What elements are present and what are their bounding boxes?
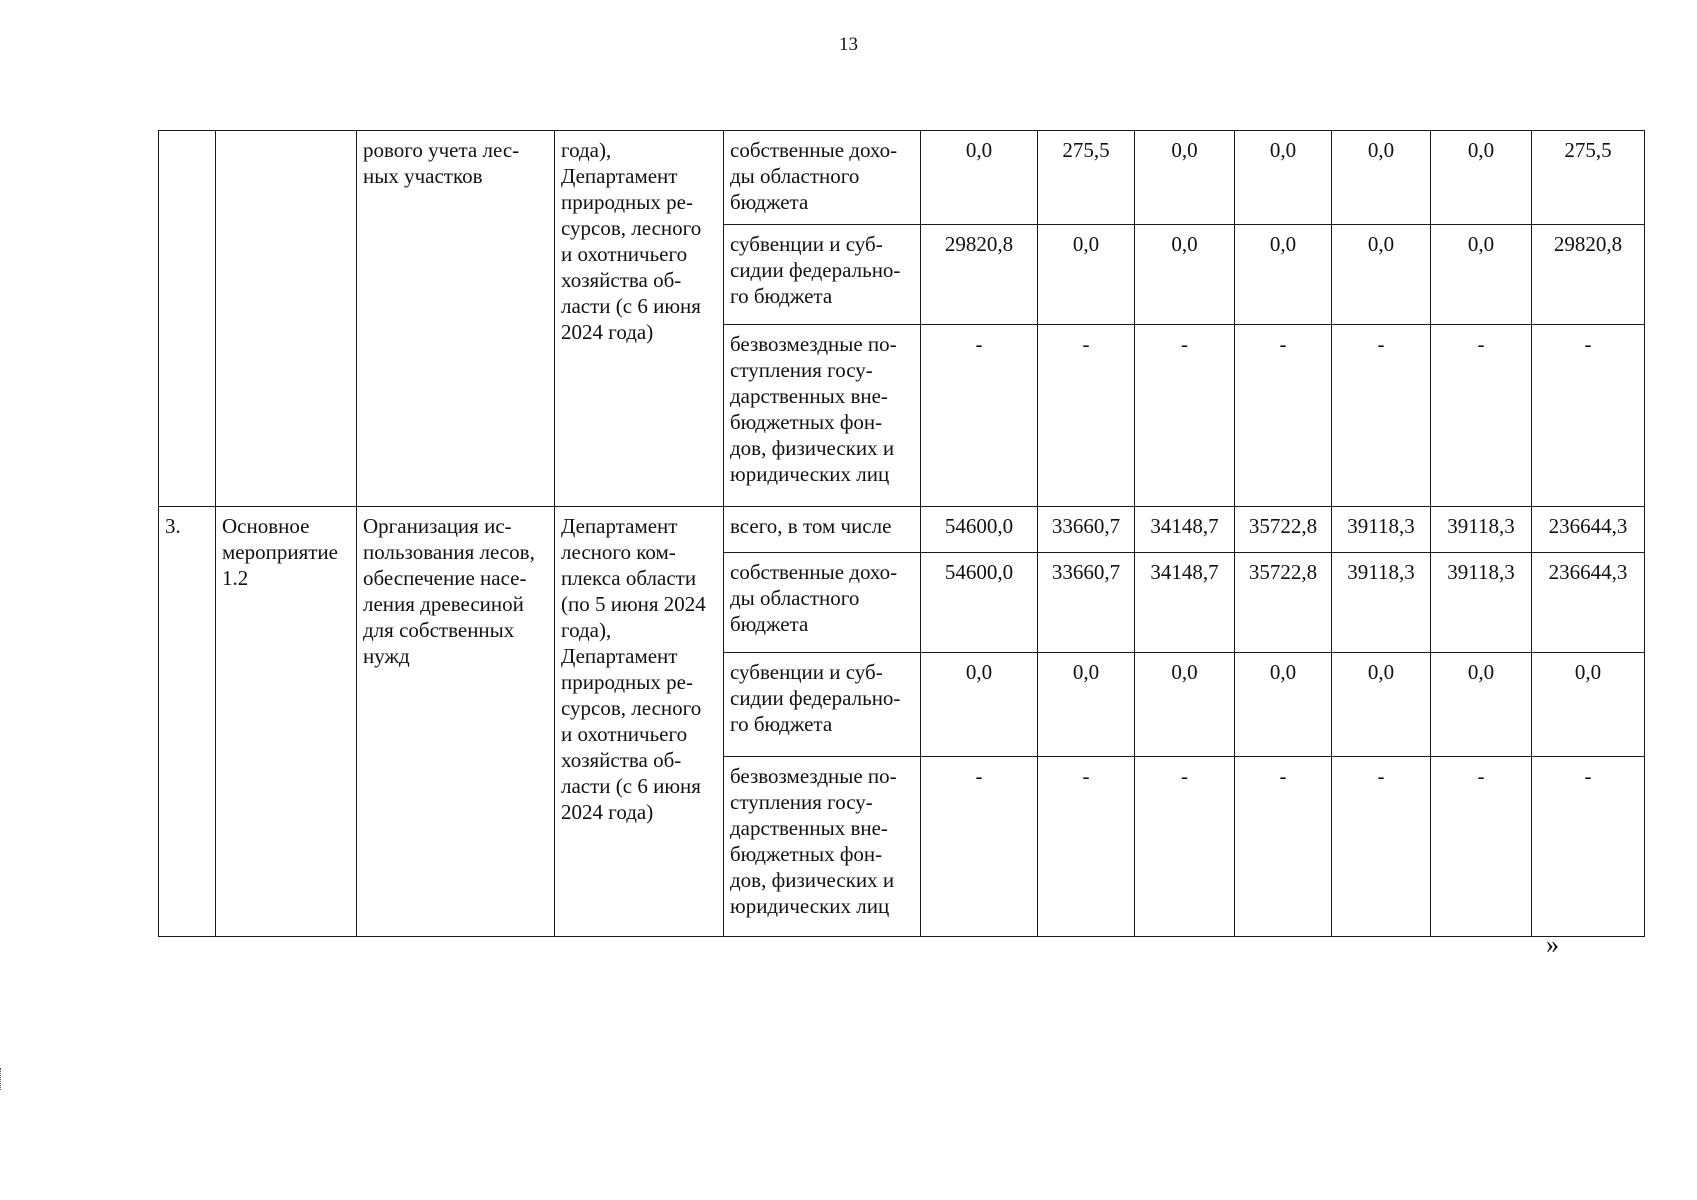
amount-cell: 0,0 [1135,653,1235,757]
amount-cell: 54600,0 [921,553,1038,653]
amount-cell: 33660,7 [1038,507,1135,553]
amount-cell: - [1532,325,1645,507]
amount-cell: 0,0 [1332,131,1431,225]
amount-cell: 0,0 [1431,131,1532,225]
margin-marks [0,1068,7,1090]
amount-cell: 29820,8 [1532,225,1645,325]
amount-cell: 0,0 [1431,653,1532,757]
amount-cell: 275,5 [1038,131,1135,225]
amount-cell: 54600,0 [921,507,1038,553]
amount-cell: - [921,325,1038,507]
amount-cell: 0,0 [1135,225,1235,325]
amount-cell: 34148,7 [1135,553,1235,653]
amount-cell: 33660,7 [1038,553,1135,653]
page-number: 13 [839,34,858,55]
amount-cell: 34148,7 [1135,507,1235,553]
amount-cell: - [1038,757,1135,937]
amount-cell: - [1135,757,1235,937]
event-cell [216,131,357,507]
funding-source-cell: субвенции и суб- сидии федерально- го бюджета [724,225,921,325]
amount-cell: 39118,3 [1431,553,1532,653]
amount-cell: - [1532,757,1645,937]
amount-cell: 29820,8 [921,225,1038,325]
funding-source-cell: собственные дохо- ды областного бюджета [724,553,921,653]
amount-cell: - [1431,325,1532,507]
executor-cell: года), Департамент природных ре- сурсов, лесного и охотничьего хозяйства об- ласти (с 6 июня 2024 года) [555,131,724,507]
event-cell: Основное мероприятие 1.2 [216,507,357,937]
amount-cell: 275,5 [1532,131,1645,225]
funding-source-cell: собственные дохо- ды областного бюджета [724,131,921,225]
funding-source-cell: безвозмездные по- ступления госу- дарственных вне- бюджетных фон- дов, физических и юридических лиц [724,757,921,937]
funding-source-cell: всего, в том числе [724,507,921,553]
amount-cell: 39118,3 [1332,507,1431,553]
amount-cell: - [1235,757,1332,937]
amount-cell: 236644,3 [1532,553,1645,653]
amount-cell: 0,0 [1235,225,1332,325]
amount-cell: - [1235,325,1332,507]
closing-quote: » [1546,930,1559,959]
amount-cell: 39118,3 [1332,553,1431,653]
row-number-cell [159,131,216,507]
amount-cell: 0,0 [1038,653,1135,757]
event-name-cell: рового учета лес- ных участков [357,131,555,507]
amount-cell: 236644,3 [1532,507,1645,553]
amount-cell: - [1332,757,1431,937]
amount-cell: - [1135,325,1235,507]
table-row [159,131,1645,225]
row-number-cell: 3. [159,507,216,937]
amount-cell: - [1332,325,1431,507]
amount-cell: - [1038,325,1135,507]
budget-table [158,130,1645,937]
amount-cell: - [921,757,1038,937]
table-body [159,131,1645,937]
amount-cell: 0,0 [921,131,1038,225]
amount-cell: 35722,8 [1235,553,1332,653]
amount-cell: 0,0 [1332,653,1431,757]
amount-cell: 0,0 [921,653,1038,757]
amount-cell: 39118,3 [1431,507,1532,553]
amount-cell: 0,0 [1235,131,1332,225]
amount-cell: 0,0 [1135,131,1235,225]
event-name-cell: Организация ис- пользования лесов, обеспечение насе- ления древесиной для собственных нужд [357,507,555,937]
table-row [159,507,1645,553]
amount-cell: - [1431,757,1532,937]
amount-cell: 0,0 [1038,225,1135,325]
funding-source-cell: субвенции и суб- сидии федерально- го бюджета [724,653,921,757]
amount-cell: 35722,8 [1235,507,1332,553]
funding-source-cell: безвозмездные по- ступления госу- дарственных вне- бюджетных фон- дов, физических и юридических лиц [724,325,921,507]
executor-cell: Департамент лесного ком- плекса области (по 5 июня 2024 года), Департамент природных ре- сурсов, лесного и охотничьего хозяйства об- ласти (с 6 июня 2024 года) [555,507,724,937]
amount-cell: 0,0 [1235,653,1332,757]
amount-cell: 0,0 [1532,653,1645,757]
amount-cell: 0,0 [1332,225,1431,325]
amount-cell: 0,0 [1431,225,1532,325]
